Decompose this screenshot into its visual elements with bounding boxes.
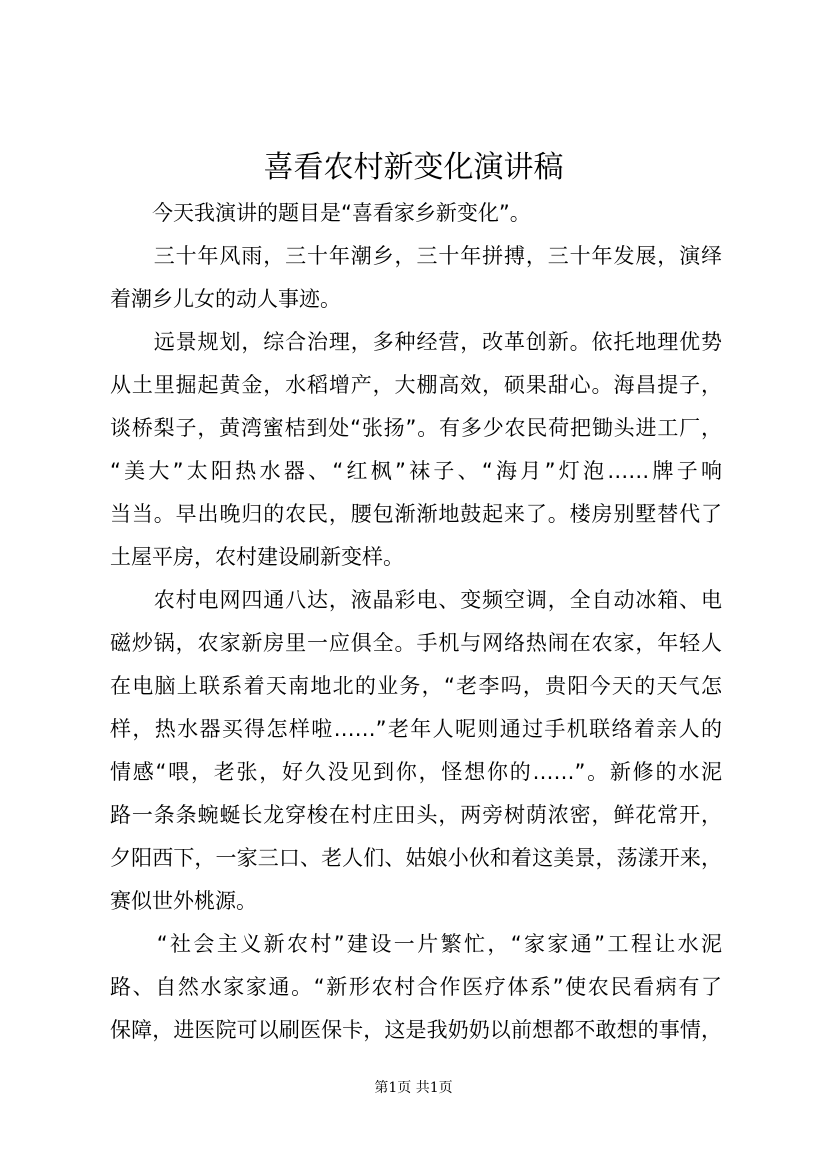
text-line: 保障，进医院可以刷医保卡，这是我奶奶以前想都不敢想的事情， xyxy=(110,1018,722,1042)
text-line: 样，热水器买得怎样啦……”老年人呢则通过手机联络着亲人的 xyxy=(110,717,722,741)
document-body xyxy=(110,192,722,1052)
text-line: 路、自然水家家通。“新形农村合作医疗体系”使农民看病有了 xyxy=(110,975,722,999)
text-line: 赛似世外桃源。 xyxy=(110,889,257,913)
text-line: “社会主义新农村”建设一片繁忙，“家家通”工程让水泥 xyxy=(110,932,722,956)
text-line: 土屋平房，农村建设刷新变样。 xyxy=(110,545,404,569)
text-line: 在电脑上联系着天南地北的业务，“老李吗，贵阳今天的天气怎 xyxy=(110,674,722,698)
document-title: 喜看农村新变化演讲稿 xyxy=(263,150,564,185)
page-footer: 第1页 共1页 xyxy=(374,1080,453,1096)
text-line: 远景规划，综合治理，多种经营，改革创新。依托地理优势 xyxy=(110,330,722,354)
text-line: 今天我演讲的题目是“喜看家乡新变化”。 xyxy=(110,201,531,225)
text-line: “美大”太阳热水器、“红枫”袜子、“海月”灯泡……牌子响 xyxy=(110,459,722,483)
text-line: 三十年风雨，三十年潮乡，三十年拼搏，三十年发展，演绎 xyxy=(110,244,722,268)
text-line: 路一条条蜿蜒长龙穿梭在村庄田头，两旁树荫浓密，鲜花常开， xyxy=(110,803,722,827)
text-line: 夕阳西下，一家三口、老人们、姑娘小伙和着这美景，荡漾开来， xyxy=(110,846,722,870)
text-line: 农村电网四通八达，液晶彩电、变频空调，全自动冰箱、电 xyxy=(110,588,722,612)
text-line: 谈桥梨子，黄湾蜜桔到处“张扬”。有多少农民荷把锄头进工厂， xyxy=(110,416,722,440)
text-line: 从土里掘起黄金，水稻增产，大棚高效，硕果甜心。海昌提子， xyxy=(110,373,722,397)
text-line: 磁炒锅，农家新房里一应俱全。手机与网络热闹在农家，年轻人 xyxy=(110,631,722,655)
text-line: 当当。早出晚归的农民，腰包渐渐地鼓起来了。楼房别墅替代了 xyxy=(110,502,722,526)
text-line: 着潮乡儿女的动人事迹。 xyxy=(110,287,341,311)
text-line: 情感“喂，老张，好久没见到你，怪想你的……”。新修的水泥 xyxy=(110,760,722,784)
